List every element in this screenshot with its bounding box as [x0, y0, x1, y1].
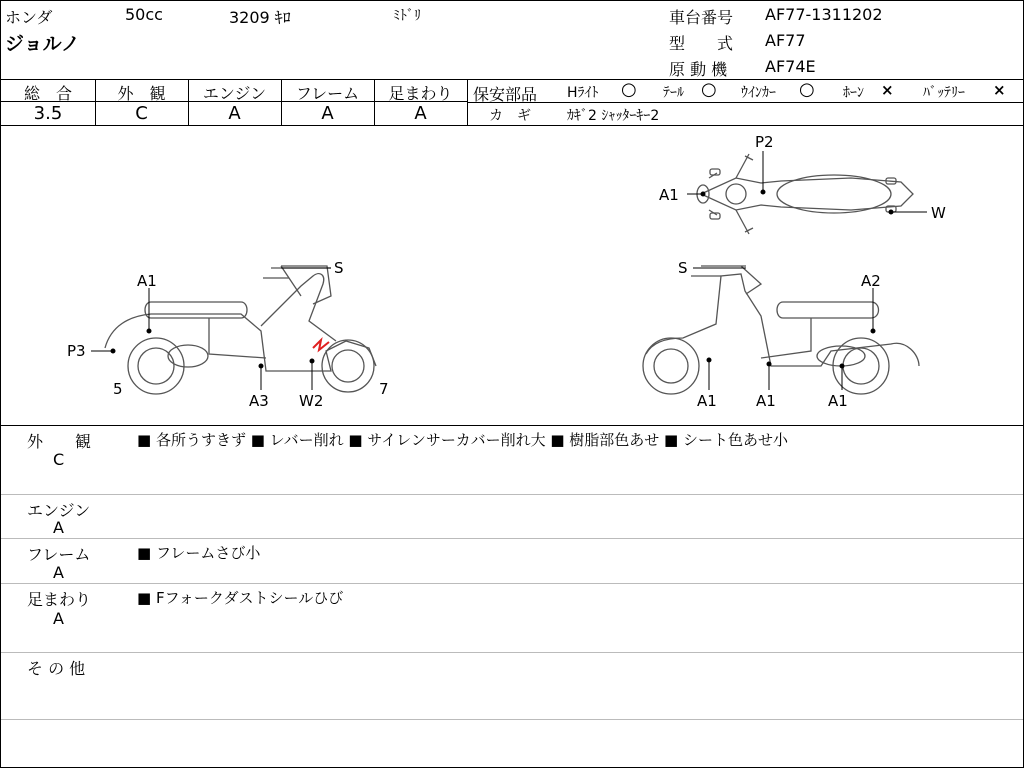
- damage-diagram: [1, 126, 1023, 426]
- model-name: ジョルノ: [5, 33, 80, 55]
- label-5-left: 5: [113, 380, 123, 398]
- safety-item-horn: ﾎｰﾝ: [843, 85, 864, 101]
- label-w2-left: W2: [299, 392, 324, 410]
- label-a1-left: A1: [137, 272, 157, 290]
- divider: [1, 652, 1023, 653]
- engine-label: 原 動 機: [669, 60, 728, 79]
- divider: [467, 102, 1023, 103]
- type-value: AF77: [765, 31, 806, 50]
- rating-overall-label: 総 合: [23, 84, 72, 103]
- damage-mark: [313, 340, 329, 350]
- rating-engine-label: エンジン: [202, 84, 267, 103]
- safety-status-winker: ○: [799, 79, 815, 100]
- divider: [1, 538, 1023, 539]
- rating-frame-value: A: [321, 103, 334, 124]
- key-label: カ ギ: [489, 108, 531, 124]
- type-label: 型 式: [669, 34, 734, 53]
- safety-item-battery: ﾊﾞｯﾃﾘｰ: [923, 85, 965, 101]
- mileage: 3209 ｷﾛ: [229, 8, 291, 27]
- frame-no-label: 車台番号: [669, 8, 734, 27]
- safety-item-tail: ﾃｰﾙ: [663, 85, 684, 101]
- rating-exterior-label: 外 観: [117, 84, 166, 103]
- maker: ホンダ: [5, 8, 53, 27]
- rating-suspension-value: A: [414, 103, 427, 124]
- label-a1-right-1: A1: [697, 392, 717, 410]
- section-frame-label: フレーム: [27, 545, 91, 564]
- divider: [1, 719, 1023, 720]
- label-7-left: 7: [379, 380, 389, 398]
- section-other-label: そ の 他: [27, 659, 86, 678]
- safety-status-battery: ×: [993, 81, 1006, 99]
- rating-engine-value: A: [228, 103, 241, 124]
- safety-label: 保安部品: [473, 85, 538, 104]
- section-exterior-label: 外 観: [27, 432, 92, 451]
- rating-exterior-value: C: [135, 103, 148, 124]
- rating-suspension-label: 足まわり: [388, 84, 453, 103]
- rating-frame-label: フレーム: [295, 84, 360, 103]
- label-a2-right: A2: [861, 272, 881, 290]
- label-s-right: S: [678, 259, 688, 277]
- safety-item-winker: ｳｲﾝｶｰ: [741, 85, 776, 101]
- engine-value: AF74E: [765, 57, 816, 76]
- section-suspension-label: 足まわり: [27, 590, 92, 609]
- divider: [1, 425, 1023, 426]
- label-a3-left: A3: [249, 392, 269, 410]
- section-suspension-notes: ■ Fフォークダストシールひび: [137, 589, 344, 607]
- section-frame-grade: A: [53, 563, 64, 582]
- safety-status-tail: ○: [701, 79, 717, 100]
- section-exterior-grade: C: [53, 450, 65, 469]
- safety-status-horn: ×: [881, 81, 894, 99]
- divider: [1, 583, 1023, 584]
- label-p2-top: P2: [755, 133, 774, 151]
- frame-no: AF77-1311202: [765, 5, 883, 24]
- divider: [1, 494, 1023, 495]
- section-suspension-grade: A: [53, 609, 64, 628]
- safety-item-headlight: Hﾗｲﾄ: [567, 85, 599, 101]
- displacement: 50cc: [125, 5, 163, 24]
- label-a1-right-3: A1: [828, 392, 848, 410]
- safety-status-headlight: ○: [621, 79, 637, 100]
- label-a1-right-2: A1: [756, 392, 776, 410]
- section-engine-label: エンジン: [27, 501, 91, 520]
- section-engine-grade: A: [53, 518, 64, 537]
- label-p3-left: P3: [67, 342, 86, 360]
- rating-overall-value: 3.5: [33, 103, 63, 124]
- label-s-left: S: [334, 259, 344, 277]
- scooter-top-view: [697, 154, 913, 234]
- label-w-top: W: [931, 204, 946, 222]
- key-value: ｶｷﾞ2 ｼｬｯﾀｰｷｰ2: [567, 108, 660, 124]
- label-a1-top: A1: [659, 186, 679, 204]
- section-exterior-notes: ■ 各所うすきず ■ レバー削れ ■ サイレンサーカバー削れ大 ■ 樹脂部色あせ ■ シート色あせ小: [137, 431, 789, 449]
- divider: [1, 79, 1023, 80]
- section-frame-notes: ■ フレームさび小: [137, 544, 261, 562]
- color: ﾐﾄﾞﾘ: [393, 8, 421, 24]
